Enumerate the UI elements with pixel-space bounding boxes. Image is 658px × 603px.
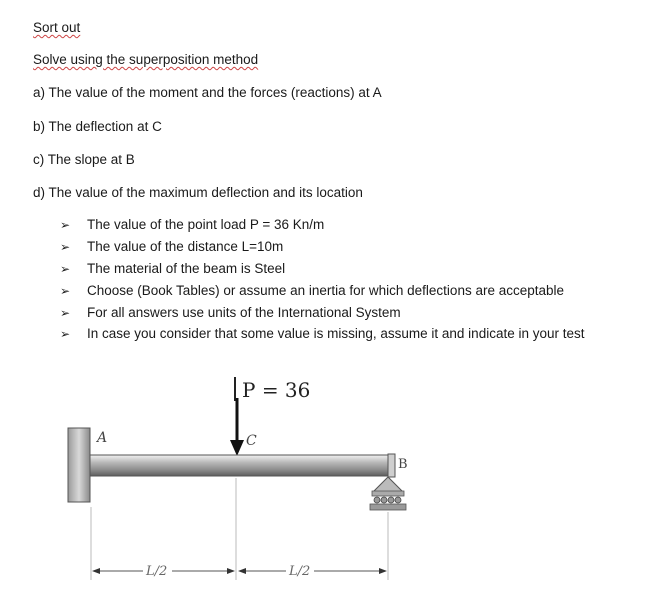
bullet-text: Choose (Book Tables) or assume an inertia for which deflections are acceptable [87,283,565,298]
dim-arrow-left-start [92,568,100,574]
instruction: Solve using the superposition method [33,52,259,67]
roller-support [370,477,406,510]
dim-arrow-left-end [227,568,235,574]
arrow-bullet-icon: ➢ [60,240,71,254]
arrow-bullet-icon: ➢ [60,306,71,320]
arrow-bullet-icon: ➢ [60,327,71,341]
bullet-text: For all answers use units of the International System [87,305,401,320]
beam-end-cap [388,454,395,477]
page-title: Sort out [33,20,81,35]
load-label: P = 36 [242,378,311,402]
bullet-text: The value of the distance L=10m [87,239,284,254]
question-b: b) The deflection at C [33,119,162,134]
dim-label-right: L/2 [289,564,311,579]
beam-diagram [0,360,658,603]
bullet-text: The value of the point load P = 36 Kn/m [87,217,325,232]
bullet-text: In case you consider that some value is missing, assume it and indicate in your test [87,326,585,341]
question-a: a) The value of the moment and the forces (reactions) at A [33,85,382,100]
label-b: B [398,457,408,472]
label-c: C [246,433,257,449]
fixed-wall [68,428,90,502]
question-d: d) The value of the maximum deflection and its location [33,185,363,200]
bullet-text: The material of the beam is Steel [87,261,286,276]
arrow-bullet-icon: ➢ [60,284,71,298]
dim-arrow-right-start [238,568,246,574]
arrow-bullet-icon: ➢ [60,262,71,276]
load-arrow-head [230,440,244,456]
label-a: A [97,430,108,446]
dim-arrow-right-end [379,568,387,574]
beam [90,455,390,476]
arrow-bullet-icon: ➢ [60,218,71,232]
question-c: c) The slope at B [33,152,135,167]
dim-label-left: L/2 [146,564,168,579]
